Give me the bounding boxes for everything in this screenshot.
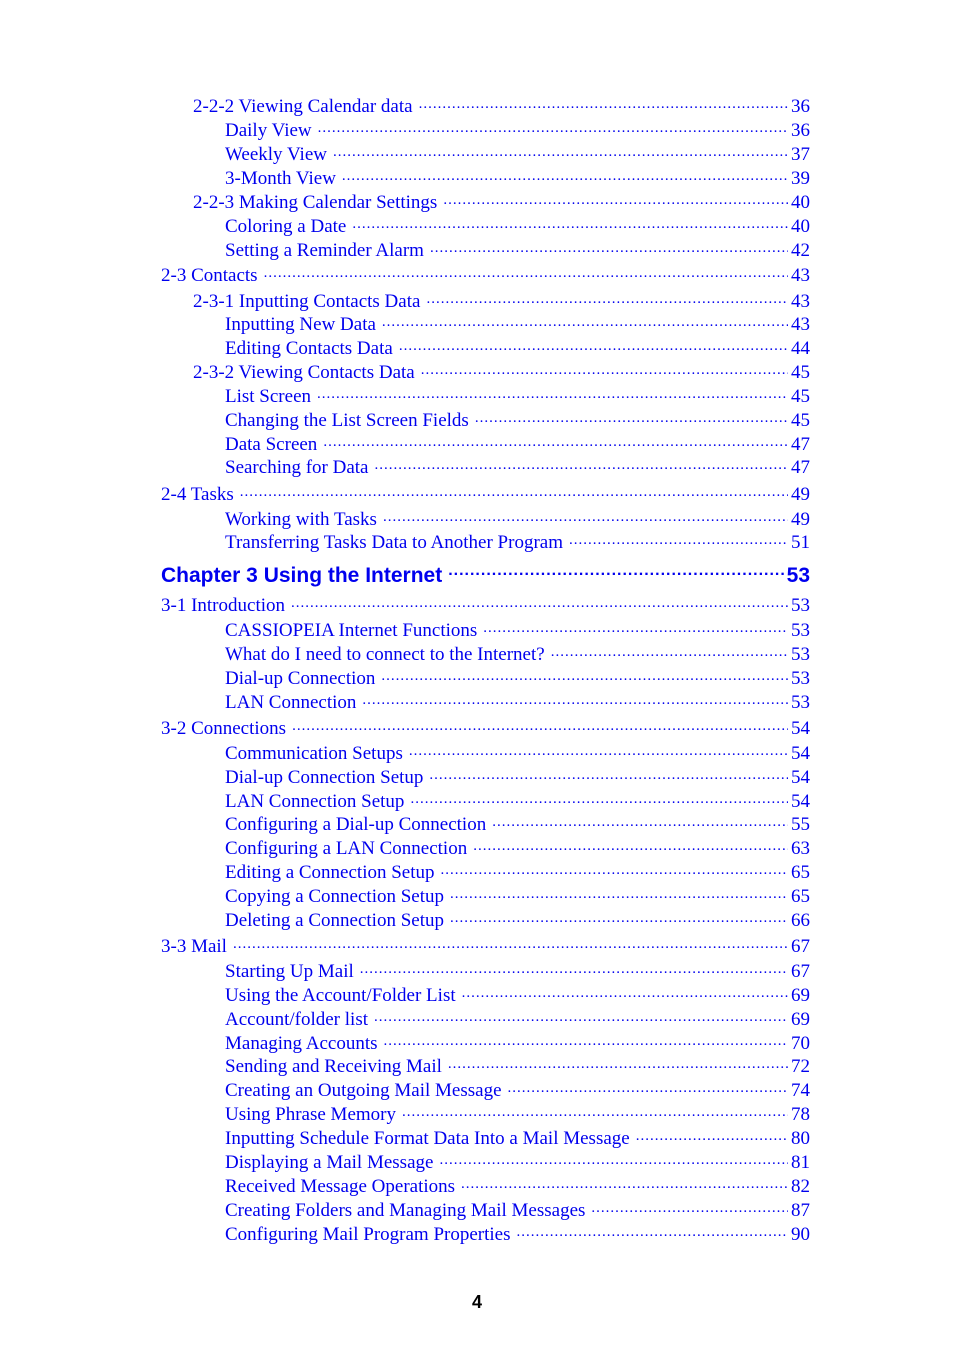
toc-entry[interactable] — [225, 236, 810, 260]
toc-entry-page: 81 — [791, 1152, 810, 1173]
toc-entry-page: 69 — [791, 1009, 810, 1030]
toc-entry-label: Working with Tasks — [225, 509, 377, 530]
toc-entry[interactable] — [225, 1220, 810, 1244]
toc-entry-page: 72 — [791, 1056, 810, 1077]
toc-entry-page: 65 — [791, 886, 810, 907]
dot-leader — [318, 116, 788, 136]
toc-entry[interactable] — [225, 906, 810, 930]
toc-entry[interactable] — [225, 1052, 810, 1076]
dot-leader — [462, 981, 788, 1001]
toc-entry-page: 47 — [791, 434, 810, 455]
dot-leader — [402, 1100, 788, 1120]
toc-entry-page: 43 — [791, 265, 810, 286]
toc-entry-page: 49 — [791, 509, 810, 530]
toc-entry-page: 45 — [791, 410, 810, 431]
toc-entry-page: 67 — [791, 936, 810, 957]
toc-entry[interactable] — [225, 406, 810, 430]
dot-leader — [352, 212, 788, 232]
dot-leader — [342, 164, 788, 184]
toc-entry-label: Displaying a Mail Message — [225, 1152, 434, 1173]
dot-leader — [448, 1052, 788, 1072]
dot-leader — [382, 310, 788, 330]
toc-entry-label: Daily View — [225, 120, 312, 141]
toc-entry[interactable] — [161, 591, 810, 615]
dot-leader — [439, 1148, 788, 1168]
toc-entry-page: 55 — [791, 814, 810, 835]
toc-entry[interactable] — [225, 834, 810, 858]
dot-leader — [410, 787, 788, 807]
toc-entry-page: 43 — [791, 291, 810, 312]
dot-leader — [429, 763, 788, 783]
dot-leader — [441, 858, 788, 878]
toc-entry[interactable] — [193, 358, 810, 382]
toc-entry[interactable] — [161, 714, 810, 738]
toc-entry-page: 78 — [791, 1104, 810, 1125]
toc-entry[interactable] — [225, 1148, 810, 1172]
toc-entry-page: 53 — [791, 620, 810, 641]
dot-leader — [551, 640, 788, 660]
toc-entry-label: Setting a Reminder Alarm — [225, 240, 424, 261]
toc-entry[interactable] — [225, 858, 810, 882]
toc-entry-label: 2-2-2 Viewing Calendar data — [193, 96, 413, 117]
dot-leader — [292, 714, 788, 734]
toc-entry-label: LAN Connection Setup — [225, 791, 405, 812]
dot-leader — [448, 560, 783, 582]
toc-entry-label: LAN Connection — [225, 692, 357, 713]
toc-entry-page: 54 — [791, 791, 810, 812]
toc-entry-label: CASSIOPEIA Internet Functions — [225, 620, 478, 641]
toc-entry-page: 87 — [791, 1200, 810, 1221]
toc-entry[interactable] — [225, 957, 810, 981]
toc-entry-label: Changing the List Screen Fields — [225, 410, 469, 431]
toc-entry[interactable] — [225, 1029, 810, 1053]
toc-entry[interactable] — [225, 310, 810, 334]
toc-entry-label: Inputting New Data — [225, 314, 376, 335]
dot-leader — [517, 1220, 789, 1240]
toc-entry[interactable] — [161, 480, 810, 504]
toc-entry-page: 90 — [791, 1224, 810, 1245]
toc-entry[interactable] — [225, 140, 810, 164]
dot-leader — [409, 739, 788, 759]
dot-leader — [483, 616, 788, 636]
toc-entry-label: 2-2-3 Making Calendar Settings — [193, 192, 438, 213]
toc-entry[interactable] — [225, 382, 810, 406]
toc-entry-label: Inputting Schedule Format Data Into a Mail Message — [225, 1128, 630, 1149]
dot-leader — [492, 810, 788, 830]
toc-entry-label: Deleting a Connection Setup — [225, 910, 444, 931]
toc-entry-label: 2-3-1 Inputting Contacts Data — [193, 291, 421, 312]
toc-entry-label: Weekly View — [225, 144, 327, 165]
dot-leader — [569, 528, 788, 548]
toc-entry[interactable] — [225, 453, 810, 477]
toc-entry[interactable] — [225, 1124, 810, 1148]
toc-entry-label: Chapter 3 Using the Internet — [161, 564, 443, 587]
toc-entry[interactable] — [161, 261, 810, 285]
toc-entry[interactable] — [193, 92, 810, 116]
dot-leader — [421, 358, 788, 378]
dot-leader — [399, 334, 788, 354]
dot-leader — [375, 453, 789, 473]
toc-entry-page: 45 — [791, 362, 810, 383]
dot-leader — [362, 688, 788, 708]
toc-entry[interactable] — [225, 763, 810, 787]
toc-entry-label: Using Phrase Memory — [225, 1104, 396, 1125]
toc-entry-label: Starting Up Mail — [225, 961, 354, 982]
dot-leader — [323, 430, 788, 450]
toc-entry[interactable] — [225, 882, 810, 906]
toc-entry-label: Dial-up Connection Setup — [225, 767, 424, 788]
toc-entry-label: 3-2 Connections — [161, 718, 287, 739]
toc-entry[interactable] — [225, 1076, 810, 1100]
toc-entry[interactable] — [161, 932, 810, 956]
dot-leader — [381, 664, 788, 684]
toc-entry[interactable] — [225, 1196, 810, 1220]
dot-leader — [636, 1124, 788, 1144]
toc-entry[interactable] — [225, 616, 810, 640]
toc-entry-page: 80 — [791, 1128, 810, 1149]
toc-entry[interactable] — [225, 116, 810, 140]
toc-entry-label: Data Screen — [225, 434, 318, 455]
toc-entry[interactable] — [225, 334, 810, 358]
dot-leader — [473, 834, 788, 854]
toc-entry-label: Managing Accounts — [225, 1033, 378, 1054]
toc-entry[interactable] — [225, 787, 810, 811]
dot-leader — [384, 1029, 788, 1049]
toc-entry-label: Account/folder list — [225, 1009, 368, 1030]
toc-entry-page: 43 — [791, 314, 810, 335]
toc-entry-label: Coloring a Date — [225, 216, 347, 237]
toc-entry-label: Copying a Connection Setup — [225, 886, 445, 907]
dot-leader — [508, 1076, 788, 1096]
toc-entry-page: 40 — [791, 192, 810, 213]
toc-chapter-entry[interactable] — [161, 560, 810, 588]
toc-entry-page: 65 — [791, 862, 810, 883]
toc-entry-page: 36 — [791, 96, 810, 117]
toc-entry-page: 53 — [791, 668, 810, 689]
toc-entry-page: 66 — [791, 910, 810, 931]
toc-entry[interactable] — [225, 664, 810, 688]
toc-entry-page: 74 — [791, 1080, 810, 1101]
toc-entry-page: 67 — [791, 961, 810, 982]
toc-entry-label: 2-4 Tasks — [161, 484, 234, 505]
dot-leader — [475, 406, 788, 426]
toc-entry-page: 44 — [791, 338, 810, 359]
dot-leader — [240, 480, 788, 500]
dot-leader — [291, 591, 788, 611]
toc-entry[interactable] — [225, 739, 810, 763]
toc-entry[interactable] — [225, 1100, 810, 1124]
toc-entry[interactable] — [225, 430, 810, 454]
toc-entry-page: 53 — [791, 595, 810, 616]
toc-entry-page: 54 — [791, 767, 810, 788]
toc-entry-label: 3-Month View — [225, 168, 336, 189]
toc-entry-page: 82 — [791, 1176, 810, 1197]
toc-entry-label: Editing Contacts Data — [225, 338, 393, 359]
toc-entry-page: 42 — [791, 240, 810, 261]
toc-entry-page: 47 — [791, 457, 810, 478]
toc-entry-label: Received Message Operations — [225, 1176, 456, 1197]
dot-leader — [383, 505, 788, 525]
page-number: 4 — [471, 1292, 482, 1312]
toc-entry-label: Editing a Connection Setup — [225, 862, 435, 883]
toc-entry-page: 40 — [791, 216, 810, 237]
toc-entry[interactable] — [225, 212, 810, 236]
toc-entry[interactable] — [225, 1172, 810, 1196]
dot-leader — [374, 1005, 788, 1025]
toc-entry-label: What do I need to connect to the Internet? — [225, 644, 545, 665]
dot-leader — [461, 1172, 788, 1192]
toc-entry-page: 53 — [791, 644, 810, 665]
toc-entry-label: Sending and Receiving Mail — [225, 1056, 442, 1077]
dot-leader — [419, 92, 788, 112]
dot-leader — [450, 882, 788, 902]
toc-entry-label: Configuring a LAN Connection — [225, 838, 468, 859]
dot-leader — [264, 261, 788, 281]
toc-entry-label: Configuring a Dial-up Connection — [225, 814, 487, 835]
toc-entry-label: Searching for Data — [225, 457, 369, 478]
toc-entry-label: Dial-up Connection — [225, 668, 376, 689]
toc-entry-label: 3-1 Introduction — [161, 595, 286, 616]
toc-entry-page: 63 — [791, 838, 810, 859]
toc-entry[interactable] — [225, 810, 810, 834]
dot-leader — [430, 236, 788, 256]
toc-entry[interactable] — [225, 505, 810, 529]
dot-leader — [450, 906, 788, 926]
toc-entry[interactable] — [225, 164, 810, 188]
toc-entry-page: 45 — [791, 386, 810, 407]
toc-entry[interactable] — [225, 981, 810, 1005]
toc-entry-label: Creating an Outgoing Mail Message — [225, 1080, 502, 1101]
toc-entry-page: 51 — [791, 532, 810, 553]
toc-entry-page: 37 — [791, 144, 810, 165]
dot-leader — [233, 932, 788, 952]
toc-entry[interactable] — [193, 188, 810, 212]
toc-entry[interactable] — [225, 528, 810, 552]
toc-entry-page: 36 — [791, 120, 810, 141]
toc-entry[interactable] — [225, 1005, 810, 1029]
toc-entry-label: Creating Folders and Managing Mail Messages — [225, 1200, 586, 1221]
dot-leader — [443, 188, 788, 208]
dot-leader — [317, 382, 788, 402]
toc-entry-label: Configuring Mail Program Properties — [225, 1224, 511, 1245]
toc-entry-page: 53 — [791, 692, 810, 713]
toc-entry-page: 49 — [791, 484, 810, 505]
dot-leader — [333, 140, 788, 160]
toc-entry-label: 2-3-2 Viewing Contacts Data — [193, 362, 415, 383]
dot-leader — [591, 1196, 788, 1216]
toc-entry-page: 54 — [791, 743, 810, 764]
dot-leader — [426, 287, 788, 307]
toc-entry-page: 70 — [791, 1033, 810, 1054]
toc-entry-label: Transferring Tasks Data to Another Program — [225, 532, 563, 553]
toc-entry[interactable] — [193, 287, 810, 311]
dot-leader — [360, 957, 788, 977]
toc-entry-page: 53 — [786, 564, 810, 587]
toc-entry-page: 39 — [791, 168, 810, 189]
toc-entry[interactable] — [225, 640, 810, 664]
toc-entry-page: 69 — [791, 985, 810, 1006]
toc-entry[interactable] — [225, 688, 810, 712]
toc-entry-label: Using the Account/Folder List — [225, 985, 456, 1006]
toc-entry-label: 2-3 Contacts — [161, 265, 258, 286]
toc-entry-label: 3-3 Mail — [161, 936, 227, 957]
toc-entry-label: List Screen — [225, 386, 312, 407]
toc-entry-label: Communication Setups — [225, 743, 403, 764]
toc-entry-page: 54 — [791, 718, 810, 739]
